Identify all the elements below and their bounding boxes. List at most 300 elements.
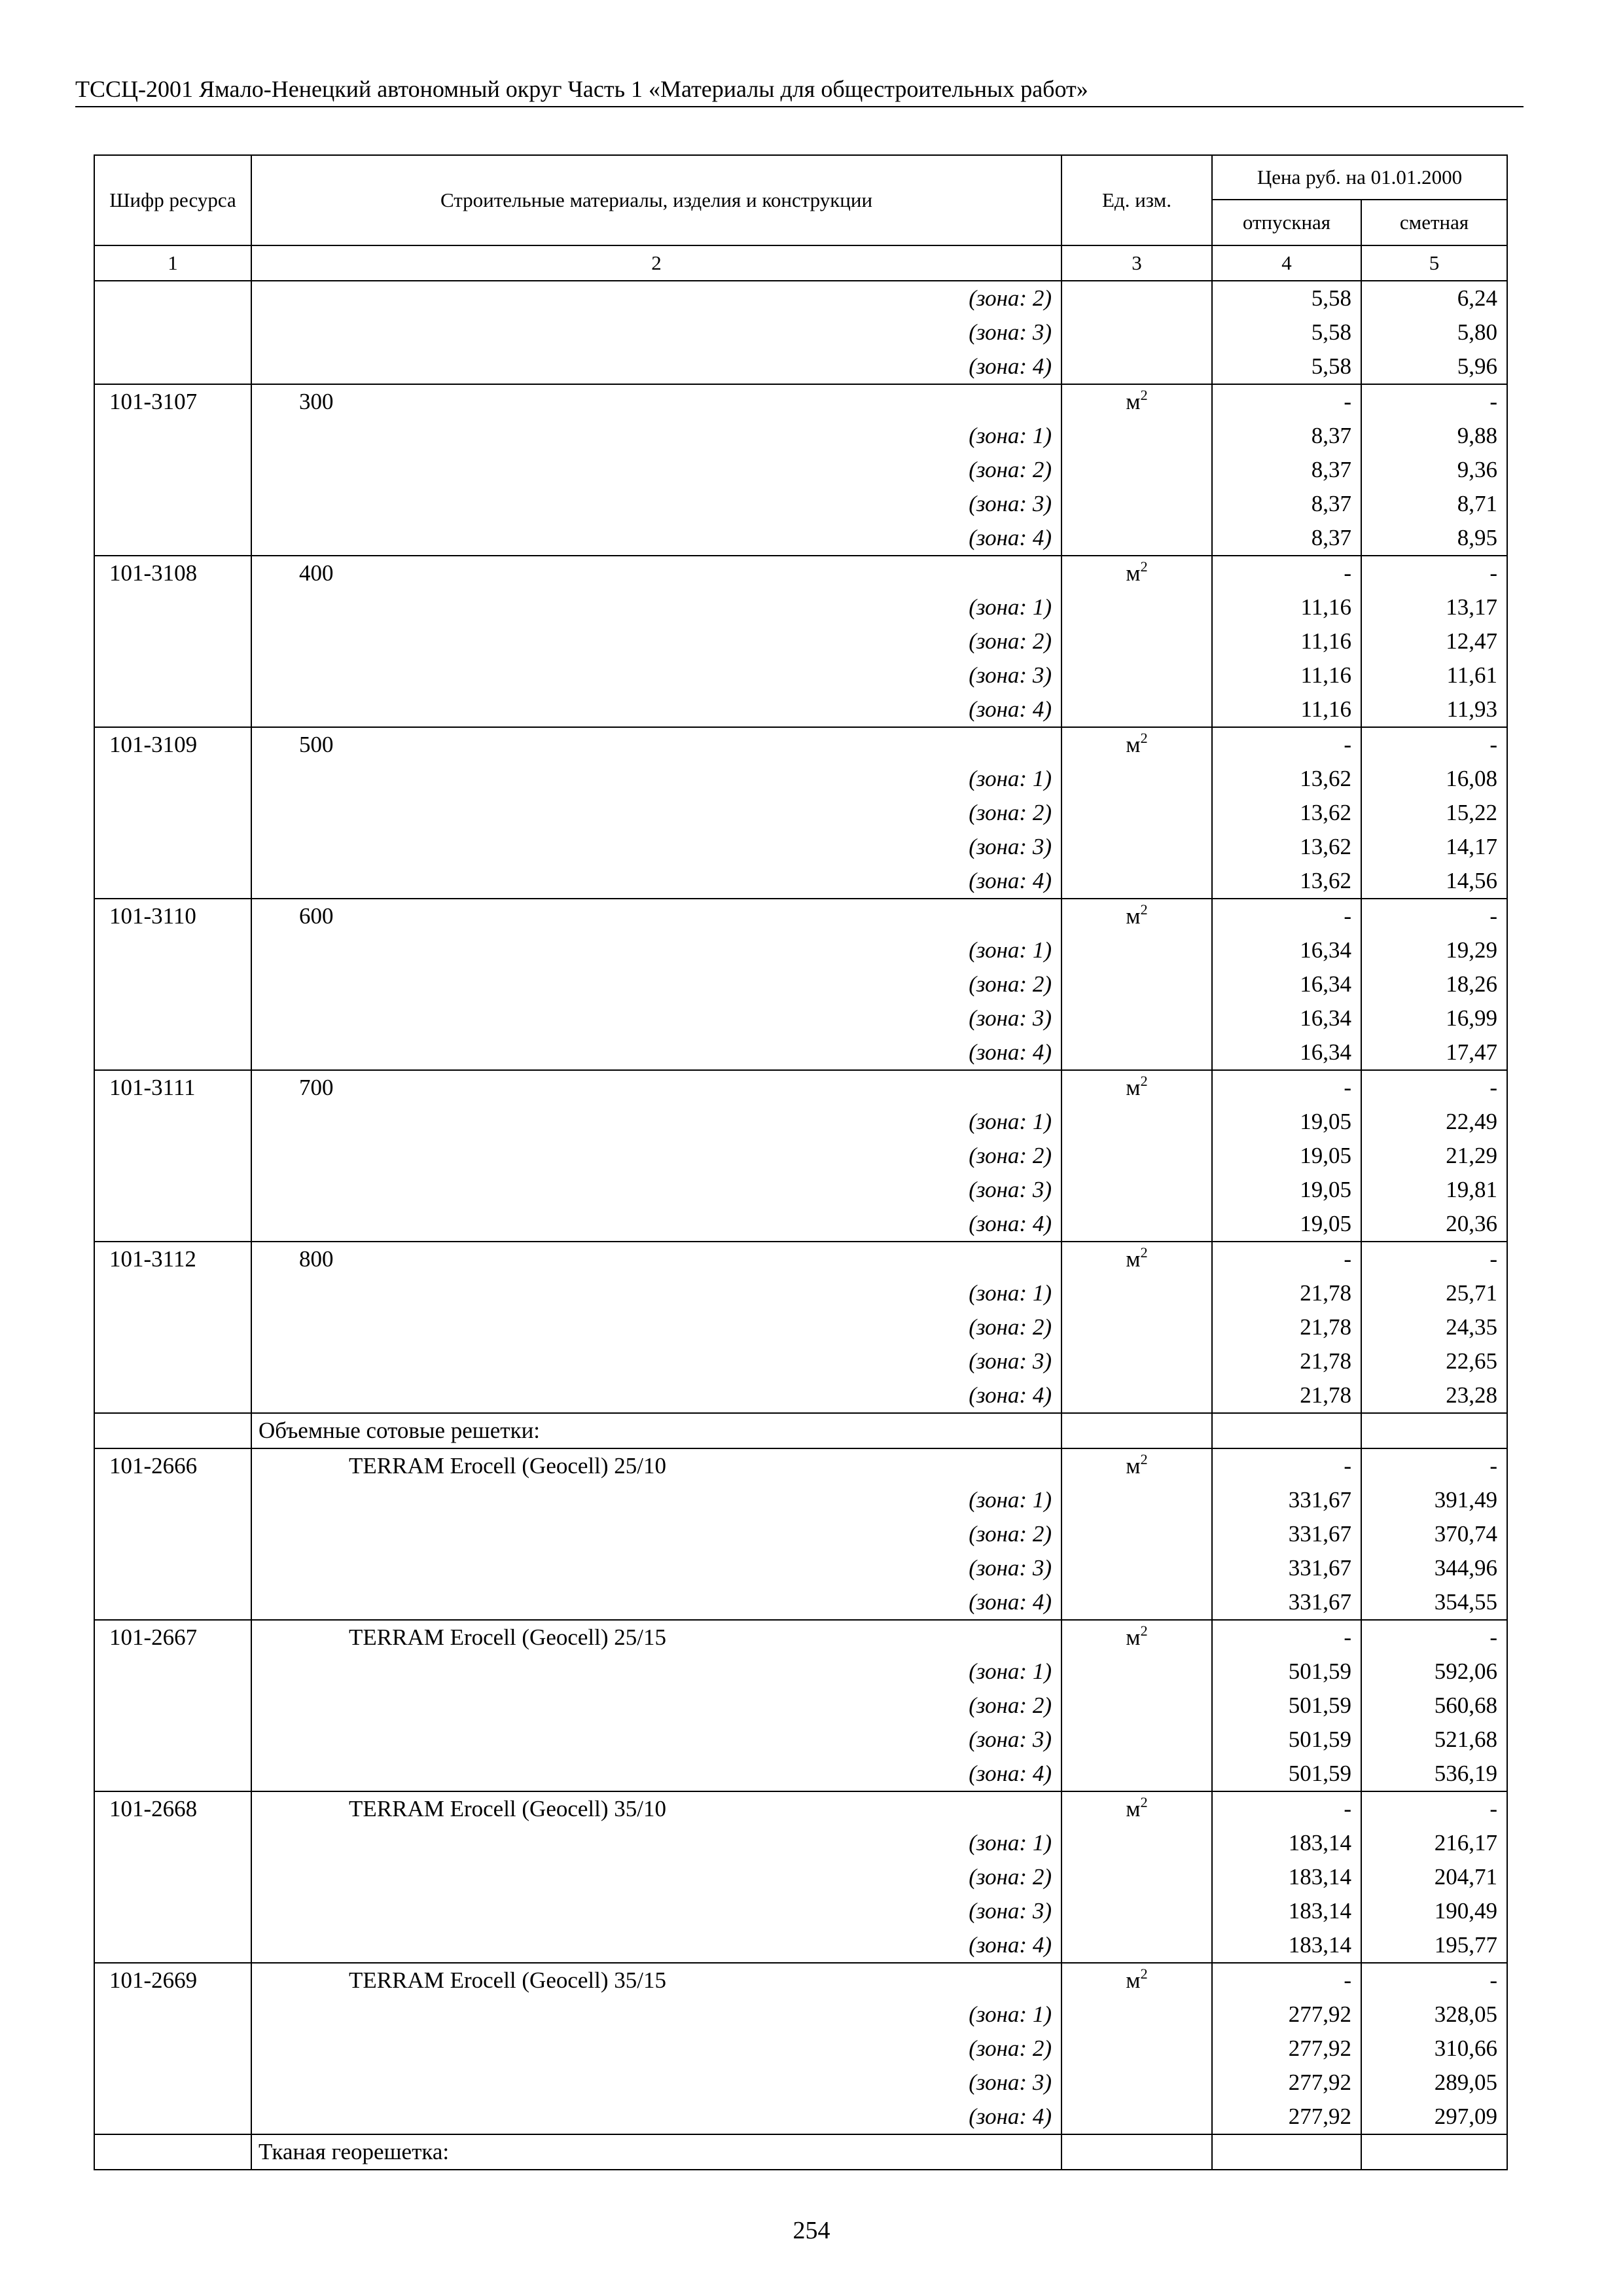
unit-of-measure — [1061, 556, 1212, 590]
resource-code — [94, 1139, 251, 1173]
unit-of-measure — [1061, 1105, 1212, 1139]
zone-price-row — [94, 1894, 1507, 1928]
material-name: 700 — [251, 1070, 1061, 1105]
unit-of-measure — [1061, 967, 1212, 1001]
zone-price-row — [94, 1378, 1507, 1413]
release-price: 13,62 — [1212, 762, 1361, 796]
document-title: ТССЦ-2001 Ямало-Ненецкий автономный округ Часть 1 «Материалы для общестроительных работ» — [75, 76, 1088, 102]
zone-label: (зона: 3) — [251, 658, 1061, 692]
zone-price-row — [94, 2066, 1507, 2100]
release-price: - — [1212, 727, 1361, 762]
zone-label: (зона: 1) — [251, 1276, 1061, 1310]
estimate-price: - — [1361, 727, 1507, 762]
material-name: 400 — [251, 556, 1061, 590]
unit-of-measure — [1061, 1070, 1212, 1105]
zone-price-row — [94, 1207, 1507, 1242]
release-price: 16,34 — [1212, 1035, 1361, 1070]
resource-code — [94, 1928, 251, 1963]
resource-code — [94, 1105, 251, 1139]
zone-label: (зона: 3) — [251, 1344, 1061, 1378]
unit-of-measure — [1061, 1689, 1212, 1723]
unit-of-measure — [1061, 590, 1212, 624]
zone-price-row — [94, 281, 1507, 315]
unit-of-measure — [1061, 1310, 1212, 1344]
estimate-price: 216,17 — [1361, 1826, 1507, 1860]
zone-price-row — [94, 1551, 1507, 1585]
zone-price-row — [94, 521, 1507, 556]
unit-of-measure — [1061, 1894, 1212, 1928]
unit-exponent: 2 — [1140, 1073, 1148, 1089]
zone-label: (зона: 4) — [251, 1035, 1061, 1070]
zone-price-row — [94, 1998, 1507, 2032]
unit-of-measure — [1061, 658, 1212, 692]
zone-price-row — [94, 1860, 1507, 1894]
estimate-price: - — [1361, 1791, 1507, 1826]
unit-of-measure — [1061, 1655, 1212, 1689]
estimate-price: 5,96 — [1361, 350, 1507, 384]
estimate-price — [1361, 2134, 1507, 2170]
zone-price-row — [94, 2100, 1507, 2134]
release-price: 19,05 — [1212, 1173, 1361, 1207]
unit-of-measure — [1061, 830, 1212, 864]
resource-code: 101-2667 — [94, 1620, 251, 1655]
unit-of-measure — [1061, 1860, 1212, 1894]
zone-label: (зона: 4) — [251, 864, 1061, 899]
unit-exponent: 2 — [1140, 901, 1148, 918]
estimate-price: 344,96 — [1361, 1551, 1507, 1585]
release-price: 11,16 — [1212, 624, 1361, 658]
unit-of-measure — [1061, 453, 1212, 487]
unit-label: м — [1126, 389, 1141, 414]
unit-of-measure — [1061, 933, 1212, 967]
estimate-price: 15,22 — [1361, 796, 1507, 830]
release-price: 5,58 — [1212, 350, 1361, 384]
section-row — [94, 2134, 1507, 2170]
unit-of-measure — [1061, 1791, 1212, 1826]
resource-code: 101-2669 — [94, 1963, 251, 1998]
zone-price-row — [94, 1655, 1507, 1689]
release-price: 19,05 — [1212, 1207, 1361, 1242]
unit-of-measure — [1061, 1928, 1212, 1963]
estimate-price: 23,28 — [1361, 1378, 1507, 1413]
unit-of-measure — [1061, 384, 1212, 419]
estimate-price: 190,49 — [1361, 1894, 1507, 1928]
zone-price-row — [94, 1689, 1507, 1723]
release-price: - — [1212, 1070, 1361, 1105]
release-price: 21,78 — [1212, 1344, 1361, 1378]
release-price: 183,14 — [1212, 1826, 1361, 1860]
material-name: TERRAM Erocell (Geocell) 35/15 — [251, 1963, 1061, 1998]
release-price: - — [1212, 1791, 1361, 1826]
table-row — [94, 1791, 1507, 1826]
zone-label: (зона: 4) — [251, 1207, 1061, 1242]
zone-price-row — [94, 933, 1507, 967]
release-price: 331,67 — [1212, 1483, 1361, 1517]
release-price — [1212, 1413, 1361, 1448]
unit-exponent: 2 — [1140, 387, 1148, 403]
estimate-price: 204,71 — [1361, 1860, 1507, 1894]
zone-label: (зона: 1) — [251, 1655, 1061, 1689]
estimate-price: - — [1361, 1242, 1507, 1276]
release-price: - — [1212, 384, 1361, 419]
estimate-price: 560,68 — [1361, 1689, 1507, 1723]
release-price: 331,67 — [1212, 1585, 1361, 1620]
estimate-price: 9,36 — [1361, 453, 1507, 487]
zone-label: (зона: 4) — [251, 692, 1061, 727]
zone-price-row — [94, 762, 1507, 796]
zone-price-row — [94, 864, 1507, 899]
resource-code — [94, 1035, 251, 1070]
estimate-price: 370,74 — [1361, 1517, 1507, 1551]
estimate-price: 8,95 — [1361, 521, 1507, 556]
resource-code — [94, 1860, 251, 1894]
material-name: 500 — [251, 727, 1061, 762]
zone-price-row — [94, 1723, 1507, 1757]
resource-code — [94, 624, 251, 658]
estimate-price: 195,77 — [1361, 1928, 1507, 1963]
zone-price-row — [94, 1517, 1507, 1551]
estimate-price: - — [1361, 384, 1507, 419]
zone-price-row — [94, 1483, 1507, 1517]
zone-price-row — [94, 830, 1507, 864]
release-price: 501,59 — [1212, 1757, 1361, 1791]
unit-label: м — [1126, 903, 1141, 929]
column-number: 1 — [94, 245, 251, 281]
estimate-price: 354,55 — [1361, 1585, 1507, 1620]
zone-price-row — [94, 692, 1507, 727]
table-row — [94, 1620, 1507, 1655]
resource-code — [94, 1585, 251, 1620]
unit-exponent: 2 — [1140, 1965, 1148, 1982]
estimate-price: 297,09 — [1361, 2100, 1507, 2134]
estimate-price: - — [1361, 1070, 1507, 1105]
zone-label: (зона: 4) — [251, 1585, 1061, 1620]
column-number: 2 — [251, 245, 1061, 281]
resource-code: 101-3112 — [94, 1242, 251, 1276]
unit-label: м — [1126, 560, 1141, 586]
estimate-price: - — [1361, 556, 1507, 590]
release-price: 8,37 — [1212, 487, 1361, 521]
estimate-price: - — [1361, 1448, 1507, 1483]
zone-price-row — [94, 453, 1507, 487]
resource-code — [94, 967, 251, 1001]
zone-label: (зона: 3) — [251, 1551, 1061, 1585]
estimate-price: 536,19 — [1361, 1757, 1507, 1791]
unit-of-measure — [1061, 624, 1212, 658]
estimate-price: 391,49 — [1361, 1483, 1507, 1517]
resource-code — [94, 2100, 251, 2134]
release-price: 11,16 — [1212, 658, 1361, 692]
resource-code — [94, 590, 251, 624]
unit-of-measure — [1061, 2032, 1212, 2066]
resource-code — [94, 1344, 251, 1378]
resource-code — [94, 1723, 251, 1757]
release-price: 277,92 — [1212, 2066, 1361, 2100]
release-price: 13,62 — [1212, 796, 1361, 830]
unit-of-measure — [1061, 1207, 1212, 1242]
table-row — [94, 1963, 1507, 1998]
zone-price-row — [94, 1001, 1507, 1035]
unit-of-measure — [1061, 1378, 1212, 1413]
estimate-price: 19,29 — [1361, 933, 1507, 967]
zone-price-row — [94, 1757, 1507, 1791]
resource-code — [94, 1894, 251, 1928]
header-estimate-price: сметная — [1361, 200, 1507, 245]
zone-price-row — [94, 1035, 1507, 1070]
release-price: 16,34 — [1212, 967, 1361, 1001]
unit-label: м — [1126, 1246, 1141, 1272]
unit-exponent: 2 — [1140, 730, 1148, 746]
resource-code — [94, 1001, 251, 1035]
release-price: 19,05 — [1212, 1105, 1361, 1139]
estimate-price: 21,29 — [1361, 1139, 1507, 1173]
zone-label: (зона: 2) — [251, 967, 1061, 1001]
material-name: 600 — [251, 899, 1061, 933]
column-number: 4 — [1212, 245, 1361, 281]
estimate-price: 16,08 — [1361, 762, 1507, 796]
resource-code — [94, 453, 251, 487]
release-price: 501,59 — [1212, 1723, 1361, 1757]
unit-of-measure — [1061, 2066, 1212, 2100]
unit-label: м — [1126, 1075, 1141, 1100]
unit-of-measure — [1061, 281, 1212, 315]
zone-label: (зона: 3) — [251, 487, 1061, 521]
release-price: 183,14 — [1212, 1894, 1361, 1928]
estimate-price: 6,24 — [1361, 281, 1507, 315]
release-price: 277,92 — [1212, 2100, 1361, 2134]
unit-of-measure — [1061, 487, 1212, 521]
zone-price-row — [94, 487, 1507, 521]
resource-code — [94, 1998, 251, 2032]
price-table — [94, 154, 1508, 2170]
material-name: TERRAM Erocell (Geocell) 25/10 — [251, 1448, 1061, 1483]
release-price: 277,92 — [1212, 1998, 1361, 2032]
column-number: 3 — [1061, 245, 1212, 281]
release-price: - — [1212, 1620, 1361, 1655]
material-name: 300 — [251, 384, 1061, 419]
zone-label: (зона: 3) — [251, 315, 1061, 350]
zone-label: (зона: 1) — [251, 933, 1061, 967]
zone-label: (зона: 4) — [251, 1378, 1061, 1413]
zone-label: (зона: 2) — [251, 1310, 1061, 1344]
release-price: 331,67 — [1212, 1517, 1361, 1551]
estimate-price: 24,35 — [1361, 1310, 1507, 1344]
zone-price-row — [94, 1928, 1507, 1963]
unit-of-measure — [1061, 315, 1212, 350]
resource-code: 101-2668 — [94, 1791, 251, 1826]
unit-of-measure — [1061, 1585, 1212, 1620]
page-number: 254 — [793, 2217, 830, 2244]
unit-of-measure — [1061, 1242, 1212, 1276]
unit-of-measure — [1061, 2100, 1212, 2134]
unit-of-measure — [1061, 1620, 1212, 1655]
unit-of-measure — [1061, 1723, 1212, 1757]
estimate-price: 17,47 — [1361, 1035, 1507, 1070]
release-price: 183,14 — [1212, 1860, 1361, 1894]
resource-code — [94, 1483, 251, 1517]
zone-label: (зона: 2) — [251, 1689, 1061, 1723]
resource-code — [94, 2066, 251, 2100]
zone-price-row — [94, 350, 1507, 384]
header-unit: Ед. изм. — [1061, 155, 1212, 245]
release-price: 16,34 — [1212, 933, 1361, 967]
release-price: 16,34 — [1212, 1001, 1361, 1035]
release-price: - — [1212, 556, 1361, 590]
zone-label: (зона: 1) — [251, 1998, 1061, 2032]
zone-label: (зона: 2) — [251, 1139, 1061, 1173]
table-row — [94, 727, 1507, 762]
material-name: TERRAM Erocell (Geocell) 35/10 — [251, 1791, 1061, 1826]
table-row — [94, 1242, 1507, 1276]
release-price: 21,78 — [1212, 1276, 1361, 1310]
unit-of-measure — [1061, 1517, 1212, 1551]
resource-code — [94, 933, 251, 967]
section-row — [94, 1413, 1507, 1448]
release-price: - — [1212, 1448, 1361, 1483]
zone-label: (зона: 4) — [251, 521, 1061, 556]
unit-of-measure — [1061, 1757, 1212, 1791]
release-price: 21,78 — [1212, 1310, 1361, 1344]
zone-price-row — [94, 1105, 1507, 1139]
estimate-price: 13,17 — [1361, 590, 1507, 624]
estimate-price: 310,66 — [1361, 2032, 1507, 2066]
estimate-price: 19,81 — [1361, 1173, 1507, 1207]
table-row — [94, 556, 1507, 590]
unit-of-measure — [1061, 864, 1212, 899]
release-price: 8,37 — [1212, 521, 1361, 556]
zone-label: (зона: 1) — [251, 1826, 1061, 1860]
zone-label: (зона: 2) — [251, 624, 1061, 658]
zone-price-row — [94, 1139, 1507, 1173]
unit-of-measure — [1061, 1173, 1212, 1207]
zone-price-row — [94, 1826, 1507, 1860]
unit-of-measure — [1061, 1448, 1212, 1483]
zone-price-row — [94, 796, 1507, 830]
zone-label: (зона: 4) — [251, 1757, 1061, 1791]
zone-label: (зона: 2) — [251, 453, 1061, 487]
unit-of-measure — [1061, 350, 1212, 384]
release-price: 8,37 — [1212, 453, 1361, 487]
estimate-price: 521,68 — [1361, 1723, 1507, 1757]
release-price: 11,16 — [1212, 590, 1361, 624]
estimate-price — [1361, 1413, 1507, 1448]
unit-label: м — [1126, 1453, 1141, 1479]
resource-code — [94, 1276, 251, 1310]
estimate-price: - — [1361, 1620, 1507, 1655]
zone-price-row — [94, 1173, 1507, 1207]
column-numbers-row — [94, 245, 1507, 281]
resource-code: 101-3109 — [94, 727, 251, 762]
estimate-price: 289,05 — [1361, 2066, 1507, 2100]
zone-label: (зона: 2) — [251, 1517, 1061, 1551]
resource-code — [94, 1689, 251, 1723]
unit-of-measure — [1061, 1001, 1212, 1035]
zone-label: (зона: 3) — [251, 1001, 1061, 1035]
unit-of-measure — [1061, 727, 1212, 762]
release-price: 13,62 — [1212, 864, 1361, 899]
resource-code: 101-3111 — [94, 1070, 251, 1105]
zone-label: (зона: 3) — [251, 1723, 1061, 1757]
unit-exponent: 2 — [1140, 1623, 1148, 1639]
zone-label: (зона: 3) — [251, 2066, 1061, 2100]
zone-price-row — [94, 1276, 1507, 1310]
resource-code — [94, 830, 251, 864]
zone-label: (зона: 1) — [251, 1483, 1061, 1517]
resource-code — [94, 1551, 251, 1585]
unit-of-measure — [1061, 1551, 1212, 1585]
zone-price-row — [94, 967, 1507, 1001]
resource-code — [94, 1310, 251, 1344]
unit-of-measure — [1061, 1483, 1212, 1517]
estimate-price: 12,47 — [1361, 624, 1507, 658]
zone-label: (зона: 3) — [251, 1173, 1061, 1207]
release-price: - — [1212, 1242, 1361, 1276]
unit-of-measure — [1061, 692, 1212, 727]
zone-label: (зона: 2) — [251, 1860, 1061, 1894]
table-header — [94, 155, 1507, 281]
header-code: Шифр ресурса — [94, 155, 251, 245]
unit-of-measure — [1061, 1998, 1212, 2032]
release-price: 13,62 — [1212, 830, 1361, 864]
resource-code — [94, 658, 251, 692]
table-row — [94, 1070, 1507, 1105]
estimate-price: 11,61 — [1361, 658, 1507, 692]
zone-price-row — [94, 2032, 1507, 2066]
estimate-price: - — [1361, 1963, 1507, 1998]
zone-price-row — [94, 1585, 1507, 1620]
estimate-price: 9,88 — [1361, 419, 1507, 453]
release-price: 501,59 — [1212, 1689, 1361, 1723]
unit-exponent: 2 — [1140, 558, 1148, 575]
zone-label: (зона: 2) — [251, 281, 1061, 315]
zone-price-row — [94, 419, 1507, 453]
estimate-price: 328,05 — [1361, 1998, 1507, 2032]
unit-of-measure — [1061, 419, 1212, 453]
zone-label: (зона: 4) — [251, 1928, 1061, 1963]
zone-label: (зона: 2) — [251, 2032, 1061, 2066]
header-price: Цена руб. на 01.01.2000 — [1212, 155, 1507, 200]
resource-code — [94, 350, 251, 384]
estimate-price: 5,80 — [1361, 315, 1507, 350]
zone-label: (зона: 1) — [251, 590, 1061, 624]
table-row — [94, 384, 1507, 419]
zone-label: (зона: 4) — [251, 2100, 1061, 2134]
table-row — [94, 1448, 1507, 1483]
estimate-price: 14,17 — [1361, 830, 1507, 864]
release-price: 5,58 — [1212, 281, 1361, 315]
zone-label: (зона: 1) — [251, 1105, 1061, 1139]
estimate-price: 22,49 — [1361, 1105, 1507, 1139]
unit-label: м — [1126, 1796, 1141, 1821]
resource-code — [94, 692, 251, 727]
zone-label: (зона: 1) — [251, 762, 1061, 796]
estimate-price: 14,56 — [1361, 864, 1507, 899]
release-price: 5,58 — [1212, 315, 1361, 350]
estimate-price: 16,99 — [1361, 1001, 1507, 1035]
unit-of-measure — [1061, 1139, 1212, 1173]
table-row — [94, 899, 1507, 933]
release-price — [1212, 2134, 1361, 2170]
unit-of-measure — [1061, 899, 1212, 933]
material-name: 800 — [251, 1242, 1061, 1276]
resource-code — [94, 1173, 251, 1207]
resource-code — [94, 1517, 251, 1551]
estimate-price: 592,06 — [1361, 1655, 1507, 1689]
unit-exponent: 2 — [1140, 1244, 1148, 1261]
unit-of-measure — [1061, 1035, 1212, 1070]
unit-exponent: 2 — [1140, 1794, 1148, 1810]
unit-of-measure — [1061, 521, 1212, 556]
